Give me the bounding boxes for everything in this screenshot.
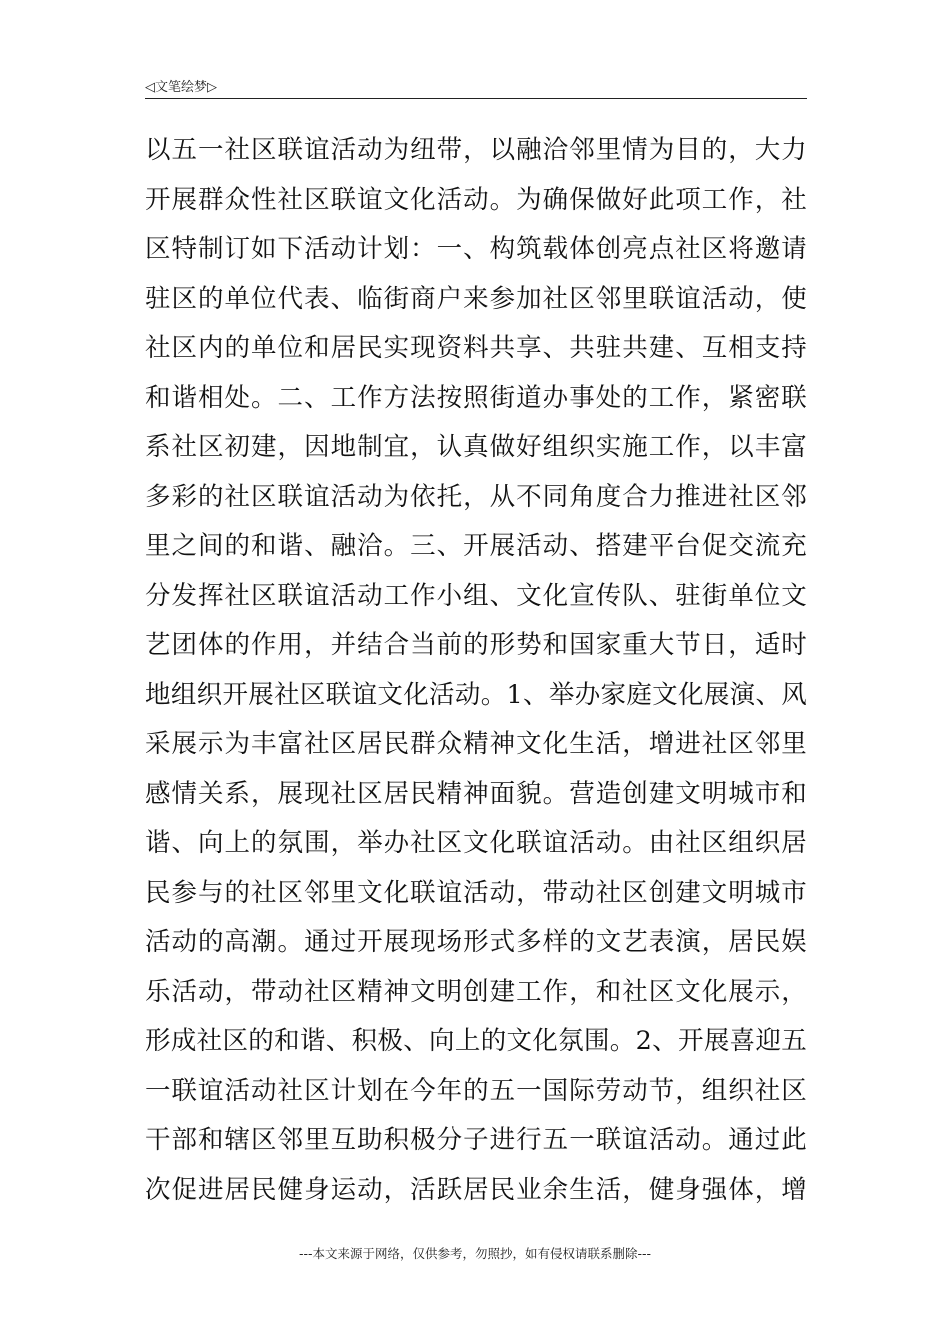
body-line: 次促进居民健身运动，活跃居民业余生活，健身强体，增 bbox=[145, 1174, 807, 1205]
body-line: 多彩的社区联谊活动为依托，从不同角度合力推进社区邻 bbox=[145, 481, 807, 512]
body-line: 系社区初建，因地制宜，认真做好组织实施工作，以丰富 bbox=[145, 432, 807, 462]
page-header bbox=[145, 74, 807, 99]
body-line: 乐活动，带动社区精神文明创建工作，和社区文化展示， bbox=[145, 976, 807, 1007]
body-line: 采展示为丰富社区居民群众精神文化生活，增进社区邻里 bbox=[145, 729, 807, 759]
body-line: 驻区的单位代表、临街商户来参加社区邻里联谊活动，使 bbox=[145, 283, 807, 314]
body-line: 一联谊活动社区计划在今年的五一国际劳动节，组织社区 bbox=[145, 1075, 807, 1106]
body-line: 干部和辖区邻里互助积极分子进行五一联谊活动。通过此 bbox=[145, 1125, 807, 1155]
document-body bbox=[145, 126, 807, 1215]
header-title: ◁文笔绘梦▷ bbox=[145, 80, 217, 95]
body-line: 和谐相处。二、工作方法按照街道办事处的工作，紧密联 bbox=[145, 382, 807, 413]
body-line: 民参与的社区邻里文化联谊活动，带动社区创建文明城市 bbox=[145, 877, 807, 908]
body-line: 感情关系，展现社区居民精神面貌。营造创建文明城市和 bbox=[145, 778, 807, 809]
body-line: 开展群众性社区联谊文化活动。为确保做好此项工作，社 bbox=[145, 184, 807, 215]
body-line: 以五一社区联谊活动为纽带，以融洽邻里情为目的，大力 bbox=[145, 135, 807, 165]
body-line: 活动的高潮。通过开展现场形式多样的文艺表演，居民娱 bbox=[145, 927, 807, 957]
body-line: 里之间的和谐、融洽。三、开展活动、搭建平台促交流充 bbox=[145, 531, 807, 561]
body-line: 社区内的单位和居民实现资料共享、共驻共建、互相支持 bbox=[145, 333, 807, 363]
body-line: 地组织开展社区联谊文化活动。1、举办家庭文化展演、风 bbox=[145, 679, 807, 710]
body-line: 形成社区的和谐、积极、向上的文化氛围。2、开展喜迎五 bbox=[145, 1026, 807, 1056]
body-line: 分发挥社区联谊活动工作小组、文化宣传队、驻街单位文 bbox=[145, 580, 807, 611]
body-line: 区特制订如下活动计划：一、构筑载体创亮点社区将邀请 bbox=[145, 234, 807, 264]
footer-disclaimer: ---本文来源于网络，仅供参考，勿照抄，如有侵权请联系删除--- bbox=[298, 1246, 652, 1261]
body-line: 谐、向上的氛围，举办社区文化联谊活动。由社区组织居 bbox=[145, 828, 807, 858]
body-line: 艺团体的作用，并结合当前的形势和国家重大节日，适时 bbox=[145, 630, 807, 660]
